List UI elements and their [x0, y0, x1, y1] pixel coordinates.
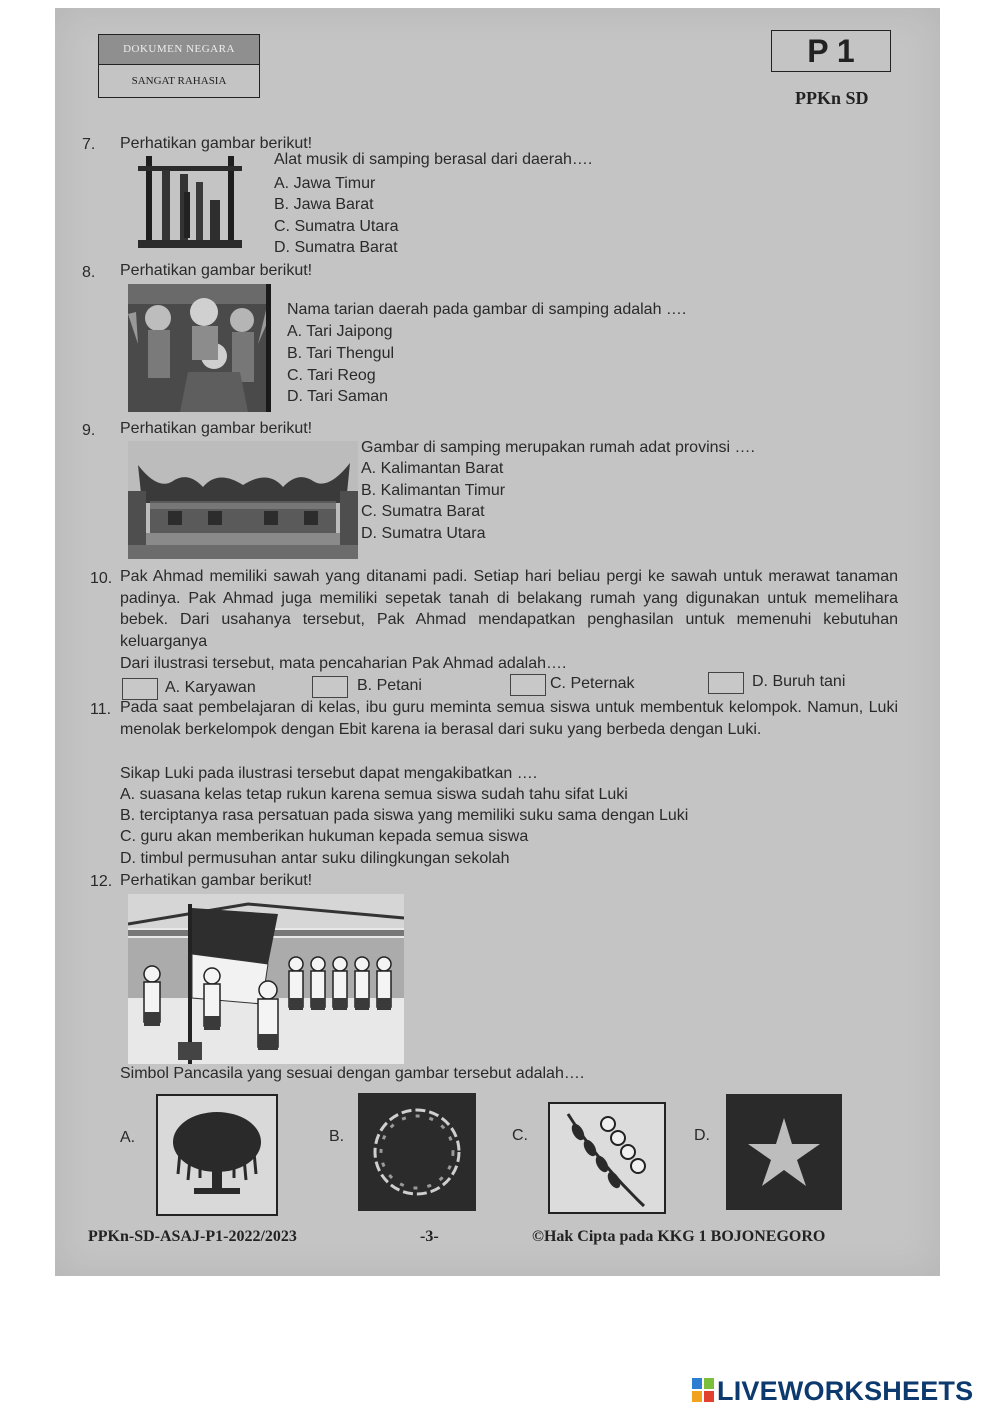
question-stem: Perhatikan gambar berikut! — [120, 872, 313, 889]
option-b[interactable]: B. Tari Thengul — [287, 345, 395, 362]
liveworksheets-logo-icon — [692, 1378, 714, 1402]
answer-checkbox-c[interactable] — [510, 674, 546, 696]
option-c[interactable]: C. Sumatra Utara — [274, 218, 399, 235]
option-c[interactable]: C. Peternak — [550, 675, 635, 692]
document-code: PPKn-SD-ASAJ-P1-2022/2023 — [88, 1228, 297, 1245]
option-c-label[interactable]: C. — [512, 1127, 528, 1144]
question-prompt: Gambar di samping merupakan rumah adat provinsi …. — [361, 439, 755, 456]
option-d[interactable]: D. Sumatra Utara — [361, 525, 486, 542]
question-prompt: Nama tarian daerah pada gambar di samping adalah …. — [287, 301, 687, 318]
question-stem: Perhatikan gambar berikut! — [120, 135, 313, 152]
question-stem: Perhatikan gambar berikut! — [120, 420, 313, 437]
chain-icon[interactable] — [358, 1093, 476, 1211]
dance-image — [128, 284, 271, 412]
option-d[interactable]: D. Buruh tani — [752, 673, 846, 690]
option-b[interactable]: B. terciptanya rasa persatuan pada siswa yang memiliki suku sama dengan Luki — [120, 807, 689, 824]
rumah-gadang-image — [128, 441, 358, 559]
answer-checkbox-b[interactable] — [312, 676, 348, 698]
option-a-label[interactable]: A. — [120, 1129, 136, 1146]
question-prompt: Alat musik di samping berasal dari daerah…. — [274, 151, 593, 168]
secrecy-level: SANGAT RAHASIA — [131, 75, 227, 87]
classification-box — [98, 34, 260, 98]
option-c[interactable]: C. Tari Reog — [287, 367, 376, 384]
question-number: 11. — [90, 701, 112, 718]
option-b[interactable]: B. Kalimantan Timur — [361, 482, 506, 499]
question-number: 9. — [82, 422, 96, 439]
packet-code: P 1 — [771, 30, 891, 72]
option-d[interactable]: D. Tari Saman — [287, 388, 389, 405]
option-a[interactable]: A. Tari Jaipong — [287, 323, 393, 340]
option-a[interactable]: A. Kalimantan Barat — [361, 460, 504, 477]
option-a[interactable]: A. Karyawan — [165, 679, 256, 696]
option-c[interactable]: C. guru akan memberikan hukuman kepada semua siswa — [120, 828, 529, 845]
question-number: 8. — [82, 264, 96, 281]
question-prompt: Sikap Luki pada ilustrasi tersebut dapat mengakibatkan …. — [120, 765, 538, 782]
star-icon[interactable] — [726, 1094, 842, 1210]
option-d[interactable]: D. Sumatra Barat — [274, 239, 398, 256]
question-number: 12. — [90, 873, 113, 890]
question-prompt: Simbol Pancasila yang sesuai dengan gambar tersebut adalah…. — [120, 1065, 585, 1082]
question-paragraph: Pada saat pembelajaran di kelas, ibu guru meminta semua siswa untuk membentuk kelompok. Namun, Luki menolak berkelompok dengan Ebit karena ia berasal dari suku yang berbeda dengan Luki. — [120, 699, 898, 738]
question-stem: Perhatikan gambar berikut! — [120, 262, 313, 279]
rice-cotton-icon[interactable] — [548, 1102, 666, 1214]
question-prompt: Dari ilustrasi tersebut, mata pencaharian Pak Ahmad adalah…. — [120, 655, 567, 672]
angklung-image — [134, 152, 246, 254]
copyright: ©Hak Cipta pada KKG 1 BOJONEGORO — [532, 1228, 826, 1245]
option-b[interactable]: B. Jawa Barat — [274, 196, 374, 213]
option-d-label[interactable]: D. — [694, 1127, 710, 1144]
banyan-tree-icon[interactable] — [156, 1094, 278, 1216]
option-b[interactable]: B. Petani — [357, 677, 422, 694]
flag-ceremony-image — [128, 894, 404, 1064]
option-c[interactable]: C. Sumatra Barat — [361, 503, 485, 520]
question-number: 7. — [82, 136, 96, 153]
option-a[interactable]: A. suasana kelas tetap rukun karena semua siswa sudah tahu sifat Luki — [120, 786, 628, 803]
question-number: 10. — [90, 570, 113, 587]
option-b-label[interactable]: B. — [329, 1128, 345, 1145]
option-a[interactable]: A. Jawa Timur — [274, 175, 376, 192]
question-paragraph: Pak Ahmad memiliki sawah yang ditanami padi. Setiap hari beliau pergi ke sawah untuk merawat tanaman padinya. Pak Ahmad juga memiliki sepetak tanah di belakang rumah yang digunakan untuk memelihara bebek. Dari usahanya tersebut, Pak Ahmad mendapatkan penghasilan untuk memenuhi kebutuhan keluarganya — [120, 568, 898, 650]
answer-checkbox-d[interactable] — [708, 672, 744, 694]
document-type: DOKUMEN NEGARA — [99, 35, 259, 65]
liveworksheets-logo: LIVEWORKSHEETS — [717, 1376, 974, 1406]
option-d[interactable]: D. timbul permusuhan antar suku dilingkungan sekolah — [120, 850, 510, 867]
page-number: -3- — [420, 1228, 439, 1245]
subject-label: PPKn SD — [795, 88, 869, 108]
